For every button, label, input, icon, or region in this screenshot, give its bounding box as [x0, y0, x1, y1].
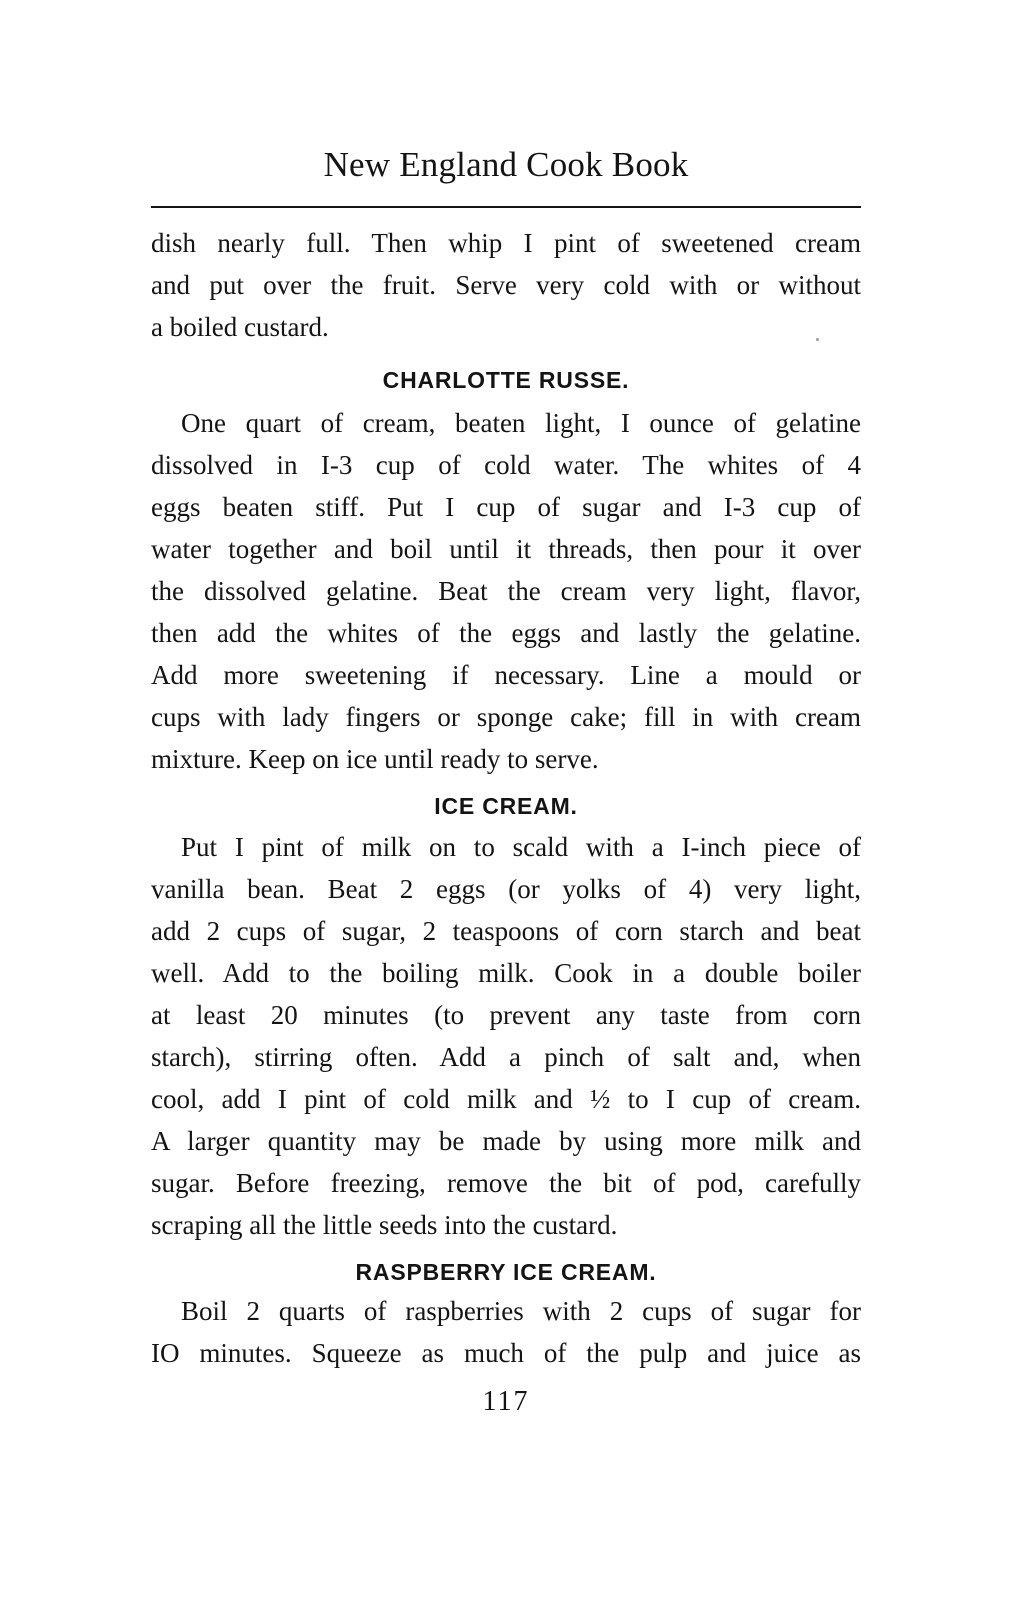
text-line: add 2 cups of sugar, 2 teaspoons of corn starch and beat	[151, 916, 861, 946]
text-line: eggs beaten stiff. Put I cup of sugar and I-3 cup of	[151, 492, 861, 522]
recipe-body-ice-cream	[151, 826, 861, 1246]
text-line: starch), stirring often. Add a pinch of salt and, when	[151, 1042, 861, 1072]
text-line: mixture. Keep on ice until ready to serve.	[151, 744, 599, 774]
book-page	[151, 0, 861, 1600]
text-line: vanilla bean. Beat 2 eggs (or yolks of 4) very light,	[151, 874, 861, 904]
text-line: Put I pint of milk on to scald with a I-inch piece of	[181, 832, 861, 862]
text-line: IO minutes. Squeeze as much of the pulp and juice as	[151, 1338, 861, 1368]
recipe-title-ice-cream: ICE CREAM.	[434, 793, 578, 819]
text-line: dish nearly full. Then whip I pint of sweetened cream	[151, 228, 861, 258]
recipe-title-raspberry-ice-cream: RASPBERRY ICE CREAM.	[355, 1259, 657, 1285]
text-line: Add more sweetening if necessary. Line a mould or	[151, 660, 861, 690]
text-line: cool, add I pint of cold milk and ½ to I cup of cream.	[151, 1084, 861, 1114]
text-line: Boil 2 quarts of raspberries with 2 cups of sugar for	[181, 1296, 861, 1326]
text-line: sugar. Before freezing, remove the bit of pod, carefully	[151, 1168, 861, 1198]
header-rule	[151, 206, 861, 208]
page-number: 117	[482, 1386, 530, 1417]
recipe-body-charlotte-russe	[151, 402, 861, 780]
text-line: then add the whites of the eggs and lastly the gelatine.	[151, 618, 861, 648]
running-head: New England Cook Book	[323, 145, 689, 184]
text-line: One quart of cream, beaten light, I ounce of gelatine	[181, 408, 861, 438]
text-line: cups with lady fingers or sponge cake; fill in with cream	[151, 702, 861, 732]
continuation-paragraph	[151, 222, 861, 348]
text-line: scraping all the little seeds into the custard.	[151, 1210, 618, 1240]
recipe-title-charlotte-russe: CHARLOTTE RUSSE.	[382, 367, 630, 393]
text-line: well. Add to the boiling milk. Cook in a double boiler	[151, 958, 861, 988]
text-line: the dissolved gelatine. Beat the cream very light, flavor,	[151, 576, 861, 606]
text-line: dissolved in I-3 cup of cold water. The whites of 4	[151, 450, 861, 480]
text-line: at least 20 minutes (to prevent any taste from corn	[151, 1000, 861, 1030]
recipe-body-raspberry-ice-cream	[151, 1290, 861, 1374]
text-line: a boiled custard.	[151, 312, 329, 342]
text-line: water together and boil until it threads, then pour it over	[151, 534, 861, 564]
text-line: A larger quantity may be made by using more milk and	[151, 1126, 861, 1156]
text-line: and put over the fruit. Serve very cold with or without	[151, 270, 861, 300]
